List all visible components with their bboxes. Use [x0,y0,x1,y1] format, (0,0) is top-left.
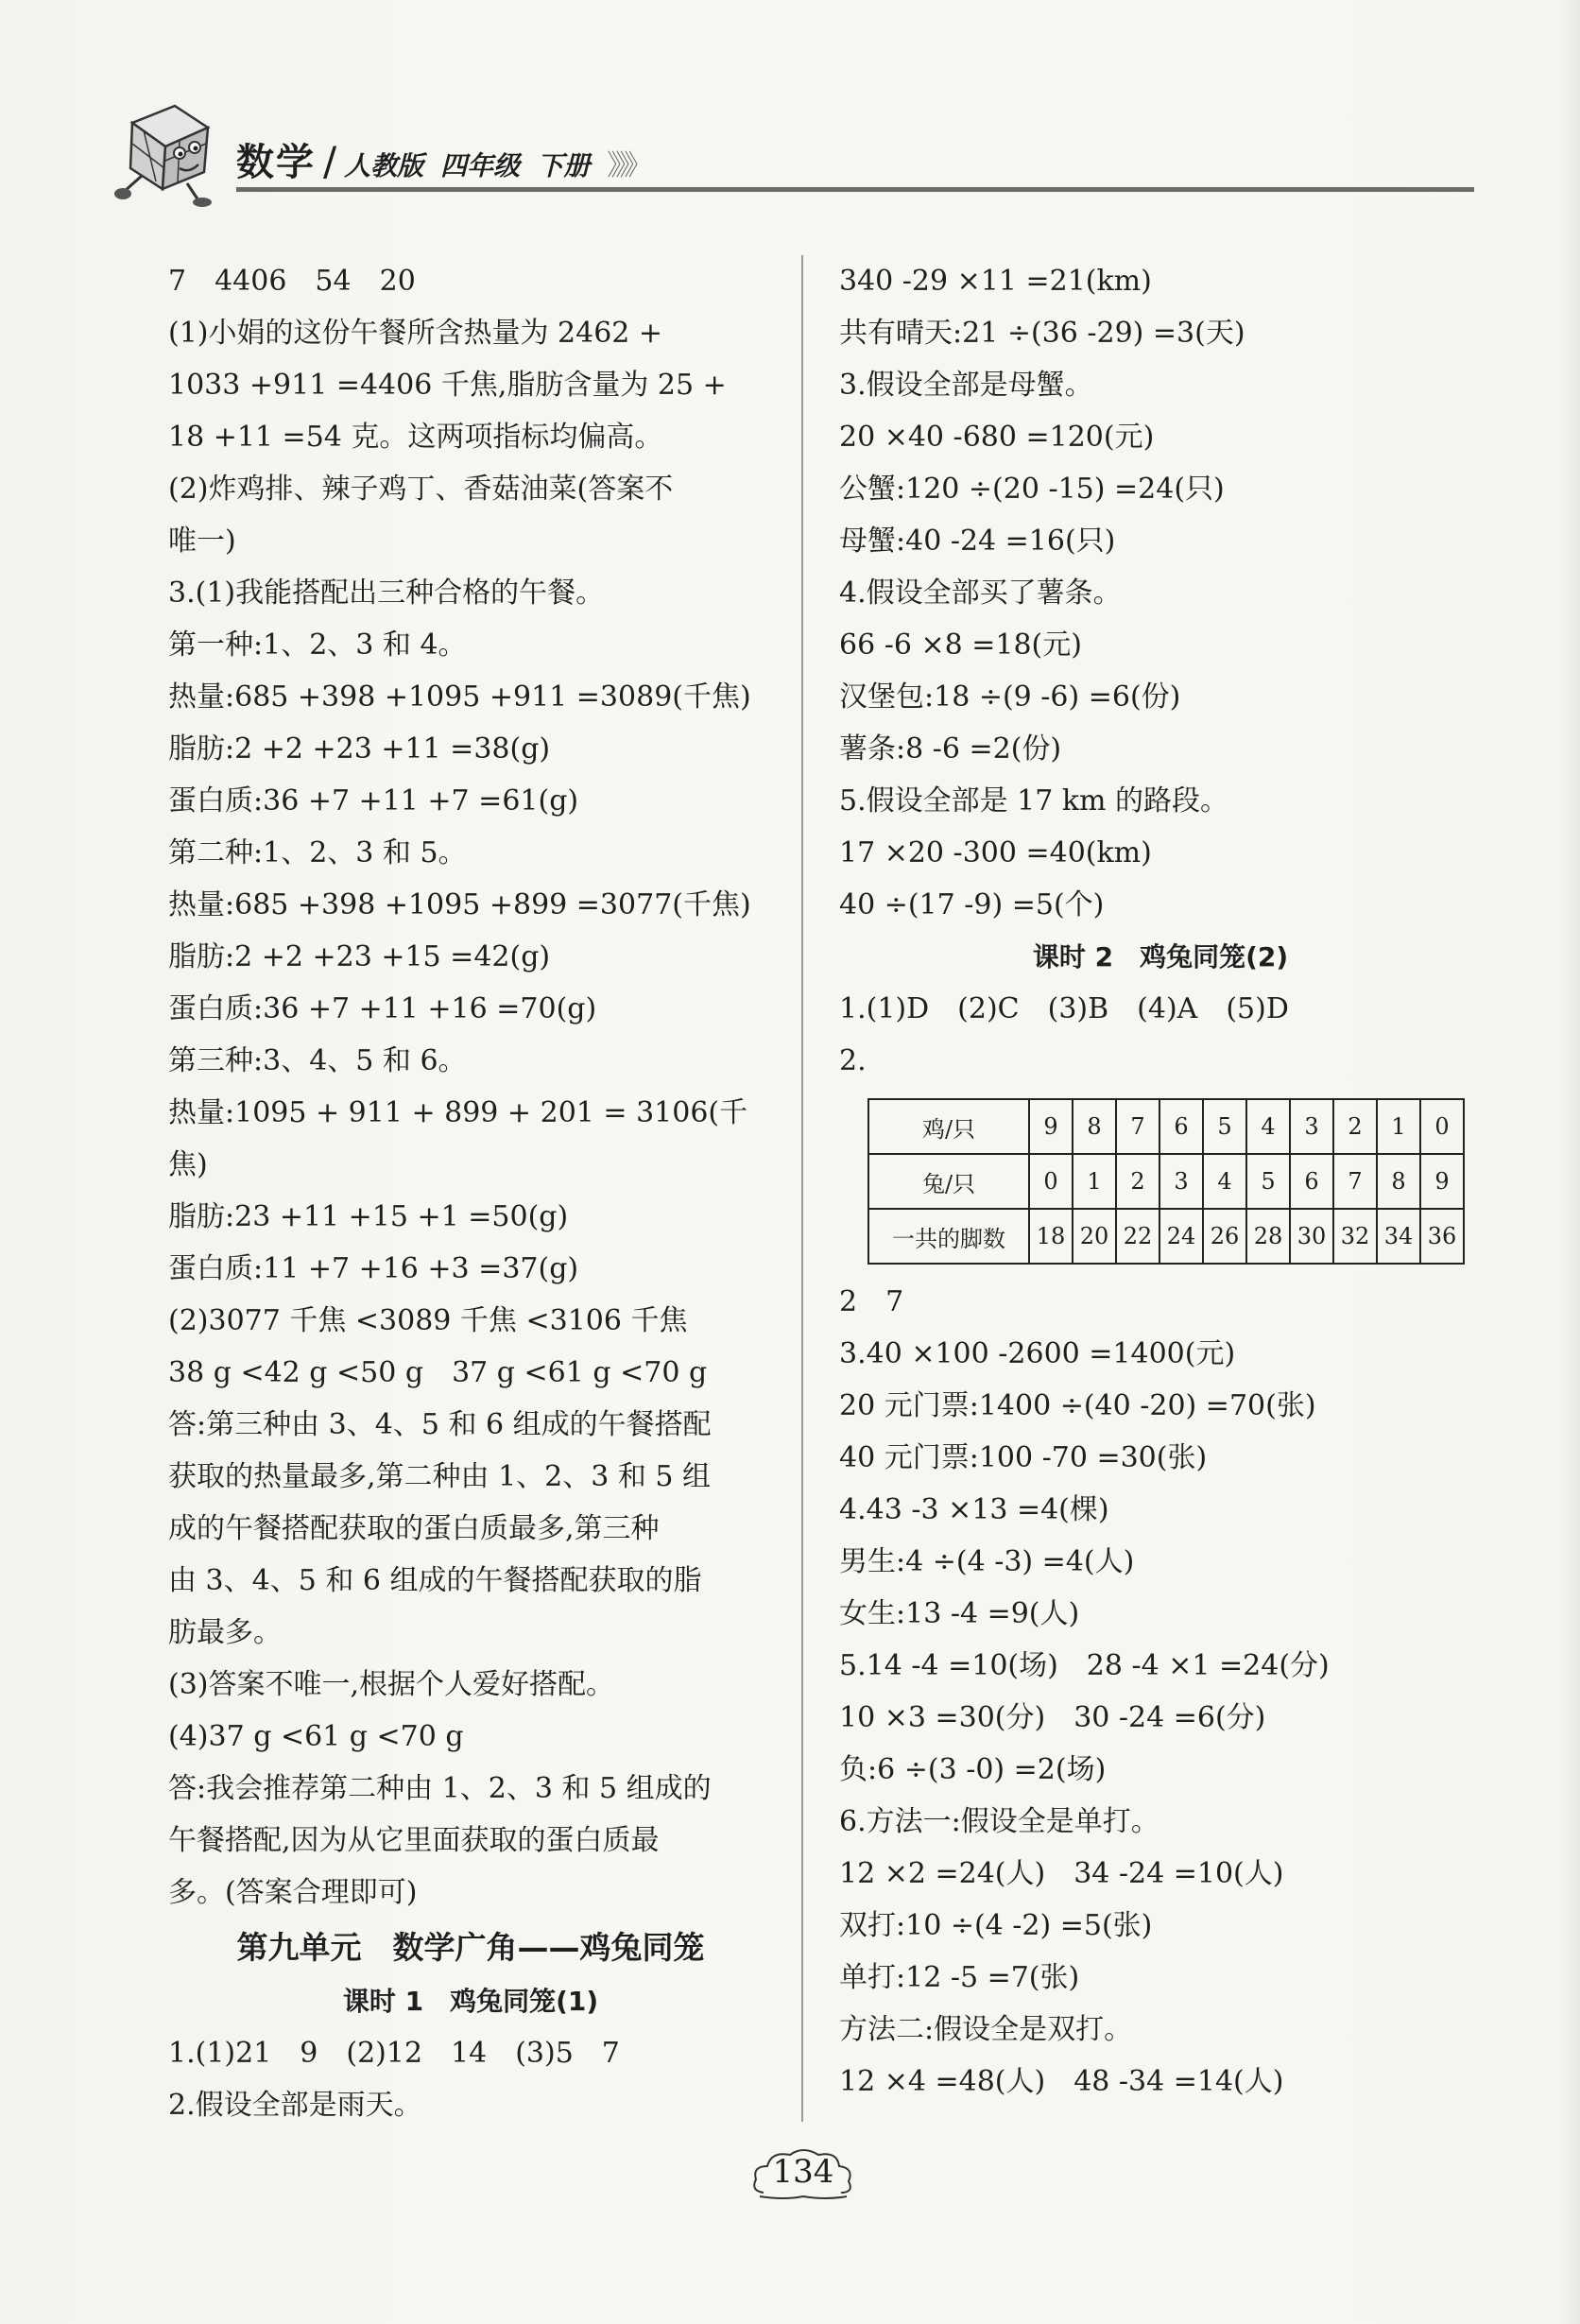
table-row-label: 一共的脚数 [868,1209,1029,1264]
chicken-rabbit-table-wrap [839,1087,1482,1276]
answer-line: 脂肪:2 +2 +23 +11 =38(g) [168,732,551,766]
answer-line: 肪最多。 [168,1616,282,1649]
answer-line: 1033 +911 =4406 千焦,脂肪含量为 25 + [168,369,727,402]
answer-line: 焦) [168,1148,208,1181]
left-column [168,255,773,2131]
header-title [236,132,646,186]
answer-line: 女生:13 -4 =9(人) [839,1597,1080,1630]
table-cell: 24 [1159,1209,1203,1264]
answer-line: 答:第三种由 3、4、5 和 6 组成的午餐搭配 [168,1408,712,1441]
answer-line: 7 4406 54 20 [168,265,416,298]
table-cell: 9 [1420,1154,1464,1209]
lesson-1-title: 课时 1 鸡兔同笼(1) [342,1986,599,2017]
answer-line: 薯条:8 -6 =2(份) [839,732,1062,766]
table-cell: 3 [1159,1154,1203,1209]
table-cell: 6 [1159,1099,1203,1154]
answer-line: 热量:685 +398 +1095 +899 =3077(千焦) [168,888,751,921]
page-header [104,76,1474,208]
table-cell: 1 [1377,1099,1420,1154]
answer-line: 男生:4 ÷(4 -3) =4(人) [839,1545,1135,1578]
header-rule [236,187,1474,192]
table-cell: 5 [1203,1099,1246,1154]
answer-line: 负:6 ÷(3 -0) =2(场) [839,1753,1107,1786]
table-cell: 34 [1377,1209,1420,1264]
header-edition: 人教版 [344,150,424,181]
answer-line: (3)答案不唯一,根据个人爱好搭配。 [168,1668,615,1701]
lesson-2-title: 课时 2 鸡兔同笼(2) [1032,941,1289,973]
chevrons-decoration: 》》》 [607,149,647,182]
answer-line: 方法二:假设全是双打。 [839,2013,1133,2046]
table-cell: 26 [1203,1209,1246,1264]
lesson-2-question-2-label: 2. [839,1044,867,1077]
answer-line: 汉堡包:18 ÷(9 -6) =6(份) [839,680,1181,714]
table-cell: 22 [1116,1209,1159,1264]
answer-line: (2)3077 千焦 <3089 千焦 <3106 千焦 [168,1304,688,1337]
answer-line: 1.(1)21 9 (2)12 14 (3)5 7 [168,2037,620,2070]
page-number-text: 134 [772,2153,834,2191]
header-separator: / [323,138,337,184]
table-row [868,1154,1464,1209]
answer-line: 由 3、4、5 和 6 组成的午餐搭配获取的脂 [168,1564,702,1597]
table-cell: 30 [1290,1209,1333,1264]
table-cell: 5 [1246,1154,1290,1209]
answer-line: 脂肪:2 +2 +23 +15 =42(g) [168,940,551,973]
answer-line: 公蟹:120 ÷(20 -15) =24(只) [839,473,1225,506]
answer-line: 唯一) [168,525,236,558]
answer-line: 340 -29 ×11 =21(km) [839,265,1152,298]
table-cell: 7 [1333,1154,1377,1209]
answer-line: 6.方法一:假设全是单打。 [839,1805,1159,1838]
answer-line: 第二种:1、2、3 和 5。 [168,836,467,869]
answer-line: 共有晴天:21 ÷(36 -29) =3(天) [839,317,1245,350]
answer-line: 第三种:3、4、5 和 6。 [168,1044,467,1077]
table-cell: 0 [1029,1154,1073,1209]
column-divider [801,255,803,2122]
table-cell: 18 [1029,1209,1073,1264]
answer-line: (4)37 g <61 g <70 g [168,1720,464,1753]
table-cell: 6 [1290,1154,1333,1209]
answer-line: 成的午餐搭配获取的蛋白质最多,第三种 [168,1512,660,1545]
answer-line: 蛋白质:36 +7 +11 +16 =70(g) [168,992,597,1025]
answer-line: 3.40 ×100 -2600 =1400(元) [839,1337,1236,1370]
unit-title: 第九单元 数学广角——鸡兔同笼 [236,1929,705,1966]
table-row [868,1209,1464,1264]
table-cell: 0 [1420,1099,1464,1154]
answer-line: 母蟹:40 -24 =16(只) [839,525,1116,558]
lesson-2-question-1: 1.(1)D (2)C (3)B (4)A (5)D [839,992,1289,1025]
answer-line: 66 -6 ×8 =18(元) [839,628,1082,662]
page-number [747,2143,860,2200]
answer-line: 单打:12 -5 =7(张) [839,1961,1080,1994]
answer-line: 12 ×4 =48(人) 48 -34 =14(人) [839,2065,1284,2098]
table-cell: 2 [1116,1154,1159,1209]
answer-line: 多。(答案合理即可) [168,1876,418,1909]
answer-line: 40 ÷(17 -9) =5(个) [839,888,1105,921]
table-cell: 9 [1029,1099,1073,1154]
table-cell: 7 [1116,1099,1159,1154]
left-answer-lines [168,255,773,1919]
answer-line: 12 ×2 =24(人) 34 -24 =10(人) [839,1857,1284,1890]
chicken-rabbit-table [867,1098,1465,1265]
answer-line: 18 +11 =54 克。这两项指标均偏高。 [168,421,663,454]
right-answer-lines-top [839,255,1482,931]
answer-line: 5.14 -4 =10(场) 28 -4 ×1 =24(分) [839,1649,1330,1682]
answer-line: 20 ×40 -680 =120(元) [839,421,1155,454]
table-cell: 36 [1420,1209,1464,1264]
answer-line: 答:我会推荐第二种由 1、2、3 和 5 组成的 [168,1772,712,1805]
lesson-1-answers [168,2027,773,2131]
answer-line: 第一种:1、2、3 和 4。 [168,628,467,662]
answer-line: 38 g <42 g <50 g 37 g <61 g <70 g [168,1356,708,1389]
answer-line: 双打:10 ÷(4 -2) =5(张) [839,1909,1153,1942]
right-column [839,255,1482,2108]
table-cell: 28 [1246,1209,1290,1264]
table-cell: 8 [1377,1154,1420,1209]
table-row-label: 鸡/只 [868,1099,1029,1154]
answer-line: 2 7 [839,1285,904,1318]
answer-line: 脂肪:23 +11 +15 +1 =50(g) [168,1200,569,1233]
answer-line: (1)小娟的这份午餐所含热量为 2462 + [168,317,663,350]
answer-line: 午餐搭配,因为从它里面获取的蛋白质最 [168,1824,660,1857]
answer-line: 5.假设全部是 17 km 的路段。 [839,784,1229,818]
header-subject: 数学 [236,141,316,184]
table-cell: 20 [1073,1209,1116,1264]
table-cell: 2 [1333,1099,1377,1154]
page-edge-shadow [1559,0,1580,2324]
right-answer-lines-bottom [839,1276,1482,2108]
table-cell: 3 [1290,1099,1333,1154]
answer-line: 热量:1095 + 911 + 899 + 201 = 3106(千 [168,1096,748,1129]
answer-line: 蛋白质:11 +7 +16 +3 =37(g) [168,1252,579,1285]
answer-line: 3.假设全部是母蟹。 [839,369,1093,402]
answer-line: 2.假设全部是雨天。 [168,2089,422,2122]
answer-line: 热量:685 +398 +1095 +911 =3089(千焦) [168,680,751,714]
answer-line: 3.(1)我能搭配出三种合格的午餐。 [168,577,605,610]
answer-line: 获取的热量最多,第二种由 1、2、3 和 5 组 [168,1460,712,1493]
answer-line: 4.假设全部买了薯条。 [839,577,1122,610]
table-cell: 32 [1333,1209,1377,1264]
table-cell: 4 [1203,1154,1246,1209]
table-cell: 1 [1073,1154,1116,1209]
table-row [868,1099,1464,1154]
answer-line: 20 元门票:1400 ÷(40 -20) =70(张) [839,1389,1316,1422]
answer-line: 4.43 -3 ×13 =4(棵) [839,1493,1109,1526]
table-cell: 8 [1073,1099,1116,1154]
answer-line: 40 元门票:100 -70 =30(张) [839,1441,1208,1474]
answer-line: 10 ×3 =30(分) 30 -24 =6(分) [839,1701,1266,1734]
table-cell: 4 [1246,1099,1290,1154]
answer-line: 蛋白质:36 +7 +11 +7 =61(g) [168,784,579,818]
header-grade: 四年级 [440,150,521,181]
table-row-label: 兔/只 [868,1154,1029,1209]
cube-mascot-icon [104,85,227,208]
header-volume: 下册 [537,150,591,181]
answer-line: (2)炸鸡排、辣子鸡丁、香菇油菜(答案不 [168,473,674,506]
answer-line: 17 ×20 -300 =40(km) [839,836,1152,869]
